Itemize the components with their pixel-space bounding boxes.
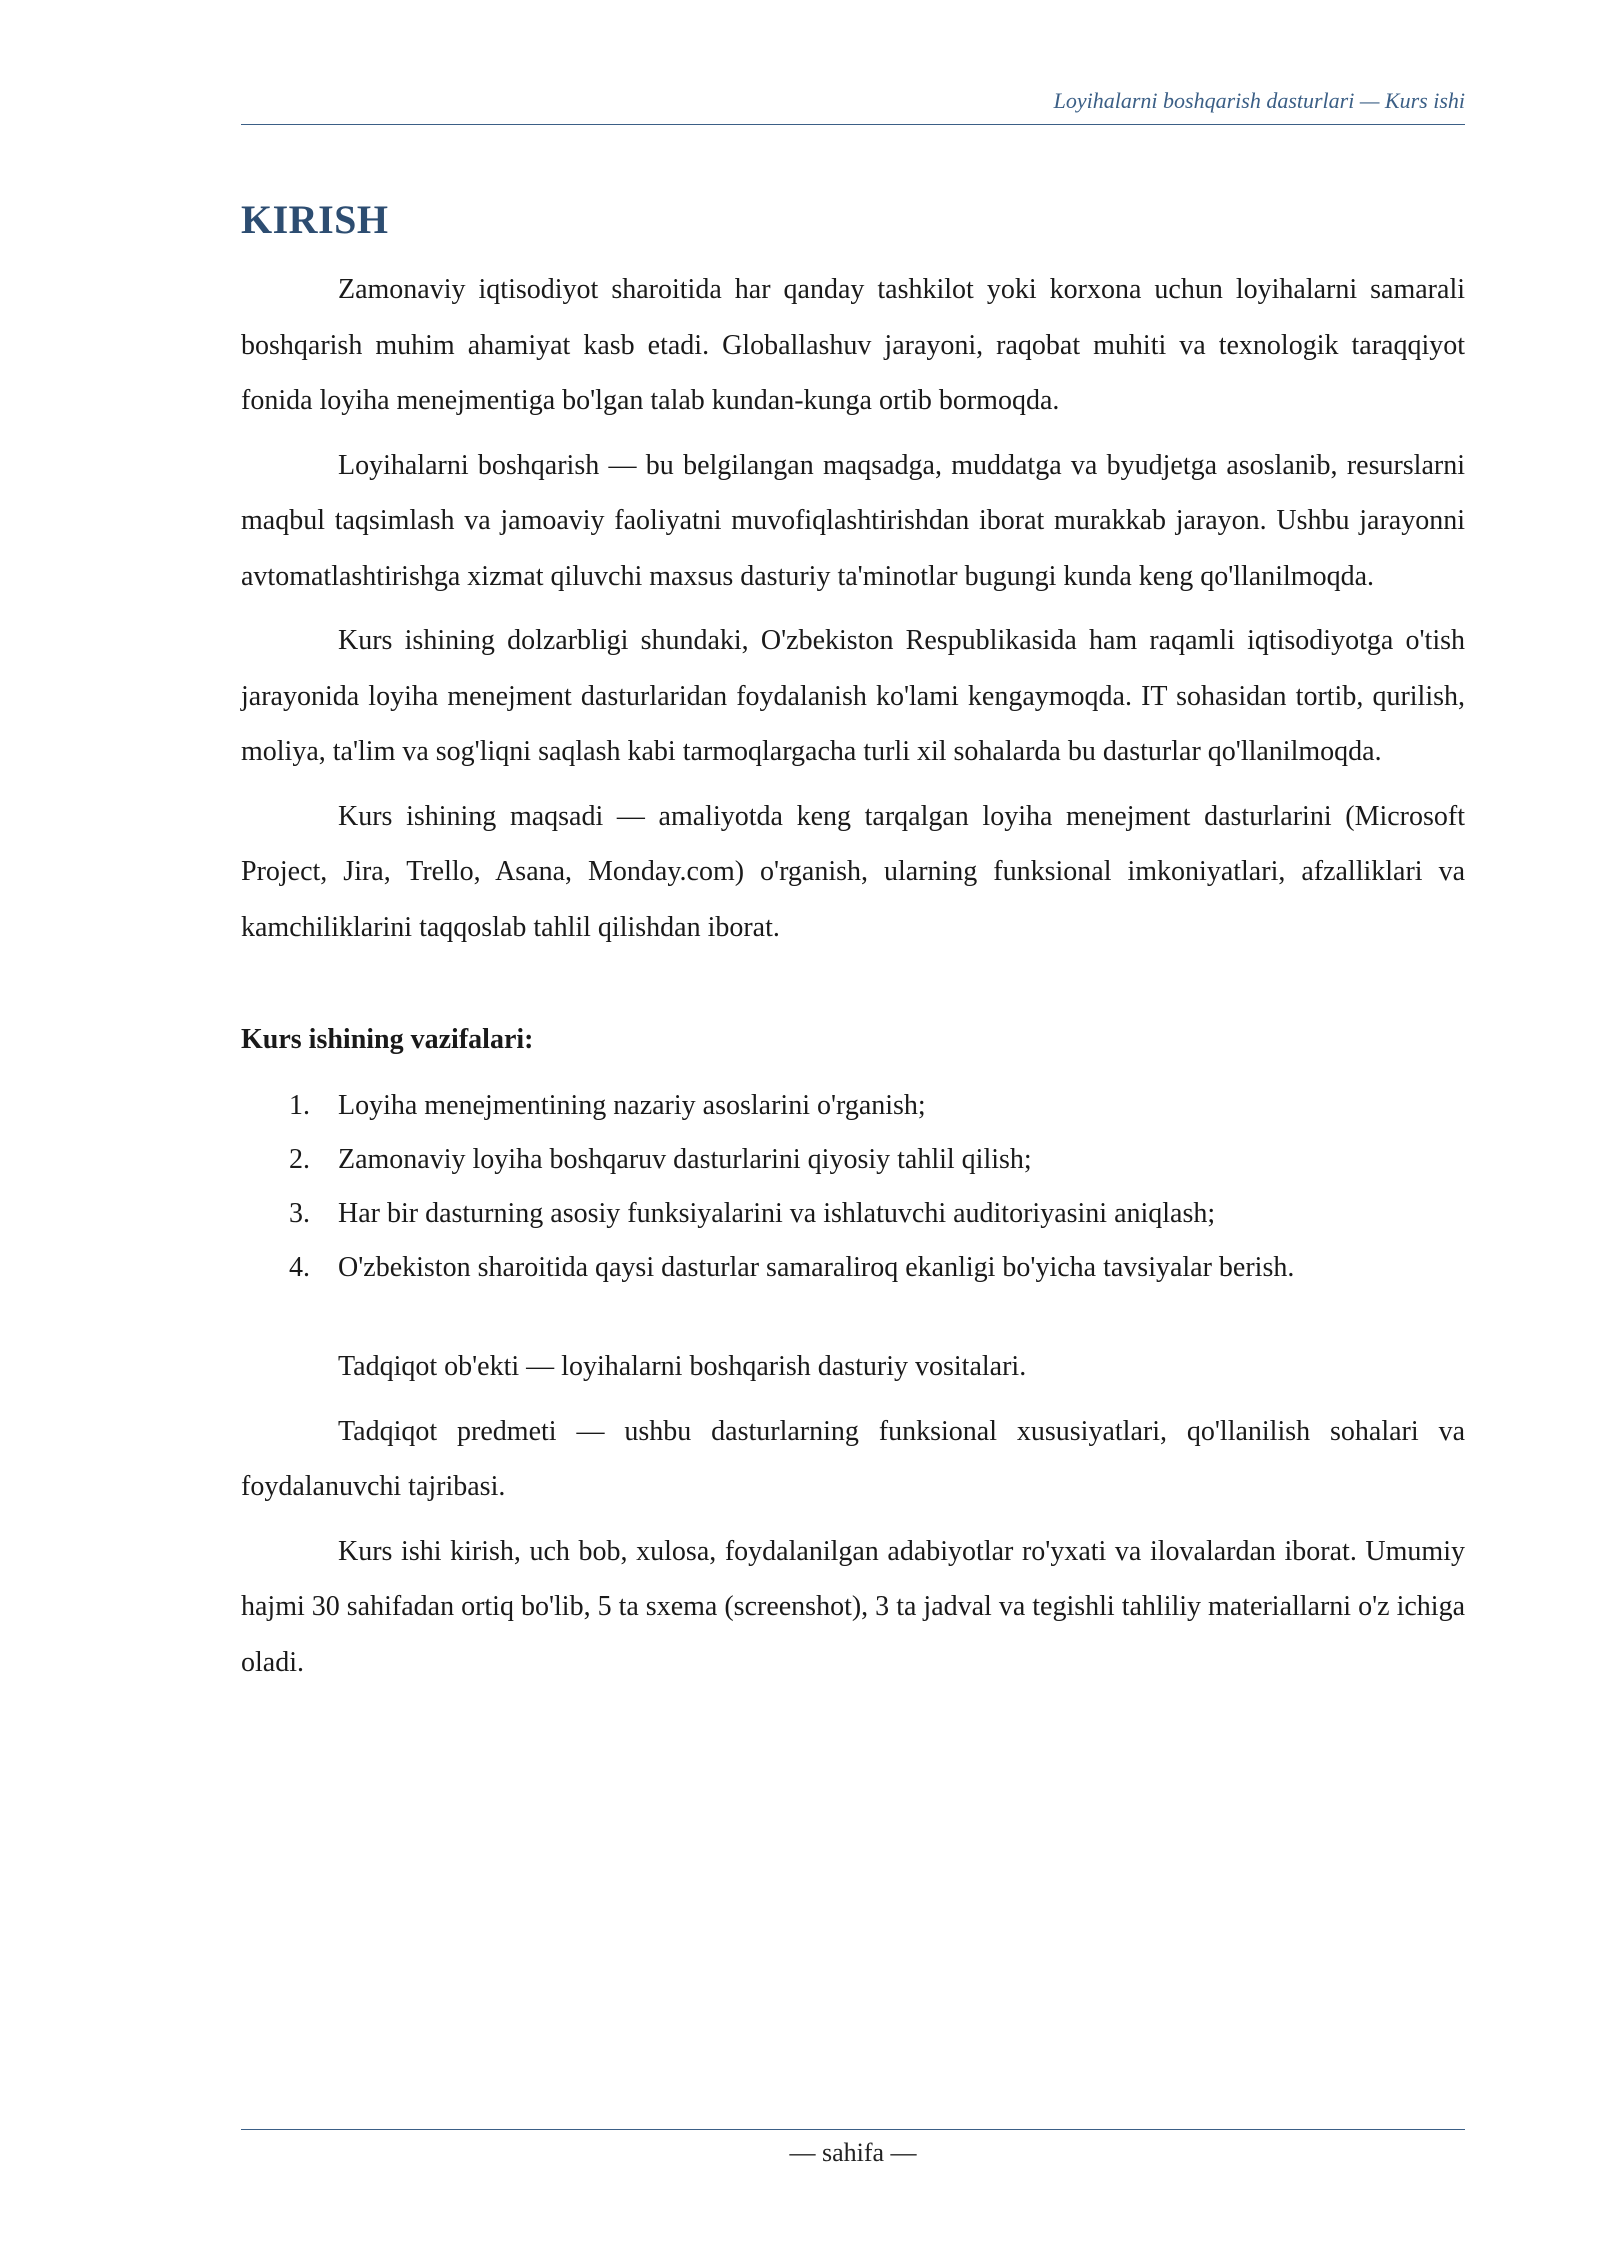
paragraph-goal: Kurs ishining maqsadi — amaliyotda keng tarqalgan loyiha menejment dasturlarini (Microsoft Project, Jira, Trello, Asana, Monday.com) o'rganish, ularning funksional imkoniyatlari, afzalliklari va kamchiliklarini taqqoslab tahlil qilishdan iborat. xyxy=(241,800,1465,943)
header-divider xyxy=(241,124,1465,125)
page-content xyxy=(241,190,1465,1699)
list-item-number: 4. xyxy=(289,1252,310,1283)
list-item xyxy=(241,1187,1465,1241)
list-item xyxy=(241,1241,1465,1295)
paragraph-intro: Zamonaviy iqtisodiyot sharoitida har qanday tashkilot yoki korxona uchun loyihalarni samarali boshqarish muhim ahamiyat kasb etadi. Globallashuv jarayoni, raqobat muhiti va texnologik taraqqiyot fonida loyiha menejmentiga bo'lgan talab kundan-kunga ortib bormoqda. xyxy=(241,274,1465,416)
running-header: Loyihalarni boshqarish dasturlari — Kurs ishi xyxy=(1053,88,1465,113)
spacer xyxy=(241,1295,1465,1339)
list-item-number: 1. xyxy=(289,1090,310,1121)
list-item-text: Zamonaviy loyiha boshqaruv dasturlarini qiyosiy tahlil qilish; xyxy=(338,1144,1032,1175)
tasks-list xyxy=(241,1079,1465,1295)
list-item-number: 3. xyxy=(289,1198,310,1229)
list-item xyxy=(241,1079,1465,1133)
paragraph-research-subject: Tadqiqot predmeti — ushbu dasturlarning funksional xususiyatlari, qo'llanilish sohalari va foydalanuvchi tajribasi. xyxy=(241,1415,1465,1502)
list-item xyxy=(241,1133,1465,1187)
list-item-text: O'zbekiston sharoitida qaysi dasturlar samaraliroq ekanligi bo'yicha tavsiyalar berish. xyxy=(338,1252,1295,1283)
paragraph-definition: Loyihalarni boshqarish — bu belgilangan maqsadga, muddatga va byudjetga asoslanib, resurslarni maqbul taqsimlash va jamoaviy faoliyatni muvofiqlashtirishdan iborat murakkab jarayon. Ushbu jarayonni avtomatlashtirishga xizmat qiluvchi maxsus dasturiy ta'minotlar bugungi kunda keng qo'llanilmoqda. xyxy=(241,449,1465,592)
section-title: KIRISH xyxy=(241,197,389,242)
list-item-number: 2. xyxy=(289,1144,310,1175)
footer-divider xyxy=(241,2129,1465,2130)
page-footer: — sahifa — xyxy=(789,2138,917,2167)
paragraph-relevance: Kurs ishining dolzarbligi shundaki, O'zbekiston Respublikasida ham raqamli iqtisodiyotga o'tish jarayonida loyiha menejment dasturlaridan foydalanish ko'lami kengaymoqda. IT sohasidan tortib, qurilish, moliya, ta'lim va sog'liqni saqlash kabi tarmoqlargacha turli xil sohalarda bu dasturlar qo'llanilmoqda. xyxy=(241,625,1465,767)
tasks-heading: Kurs ishining vazifalari: xyxy=(241,1024,534,1055)
list-item-text: Loyiha menejmentining nazariy asoslarini o'rganish; xyxy=(338,1090,926,1121)
paragraph-research-object: Tadqiqot ob'ekti — loyihalarni boshqarish dasturiy vositalari. xyxy=(338,1351,1027,1382)
list-item-text: Har bir dasturning asosiy funksiyalarini va ishlatuvchi auditoriyasini aniqlash; xyxy=(338,1198,1216,1229)
paragraph-structure: Kurs ishi kirish, uch bob, xulosa, foydalanilgan adabiyotlar ro'yxati va ilovalardan iborat. Umumiy hajmi 30 sahifadan ortiq bo'lib, 5 ta sxema (screenshot), 3 ta jadval va tegishli tahliliy materiallarni o'z ichiga oladi. xyxy=(241,1535,1465,1678)
